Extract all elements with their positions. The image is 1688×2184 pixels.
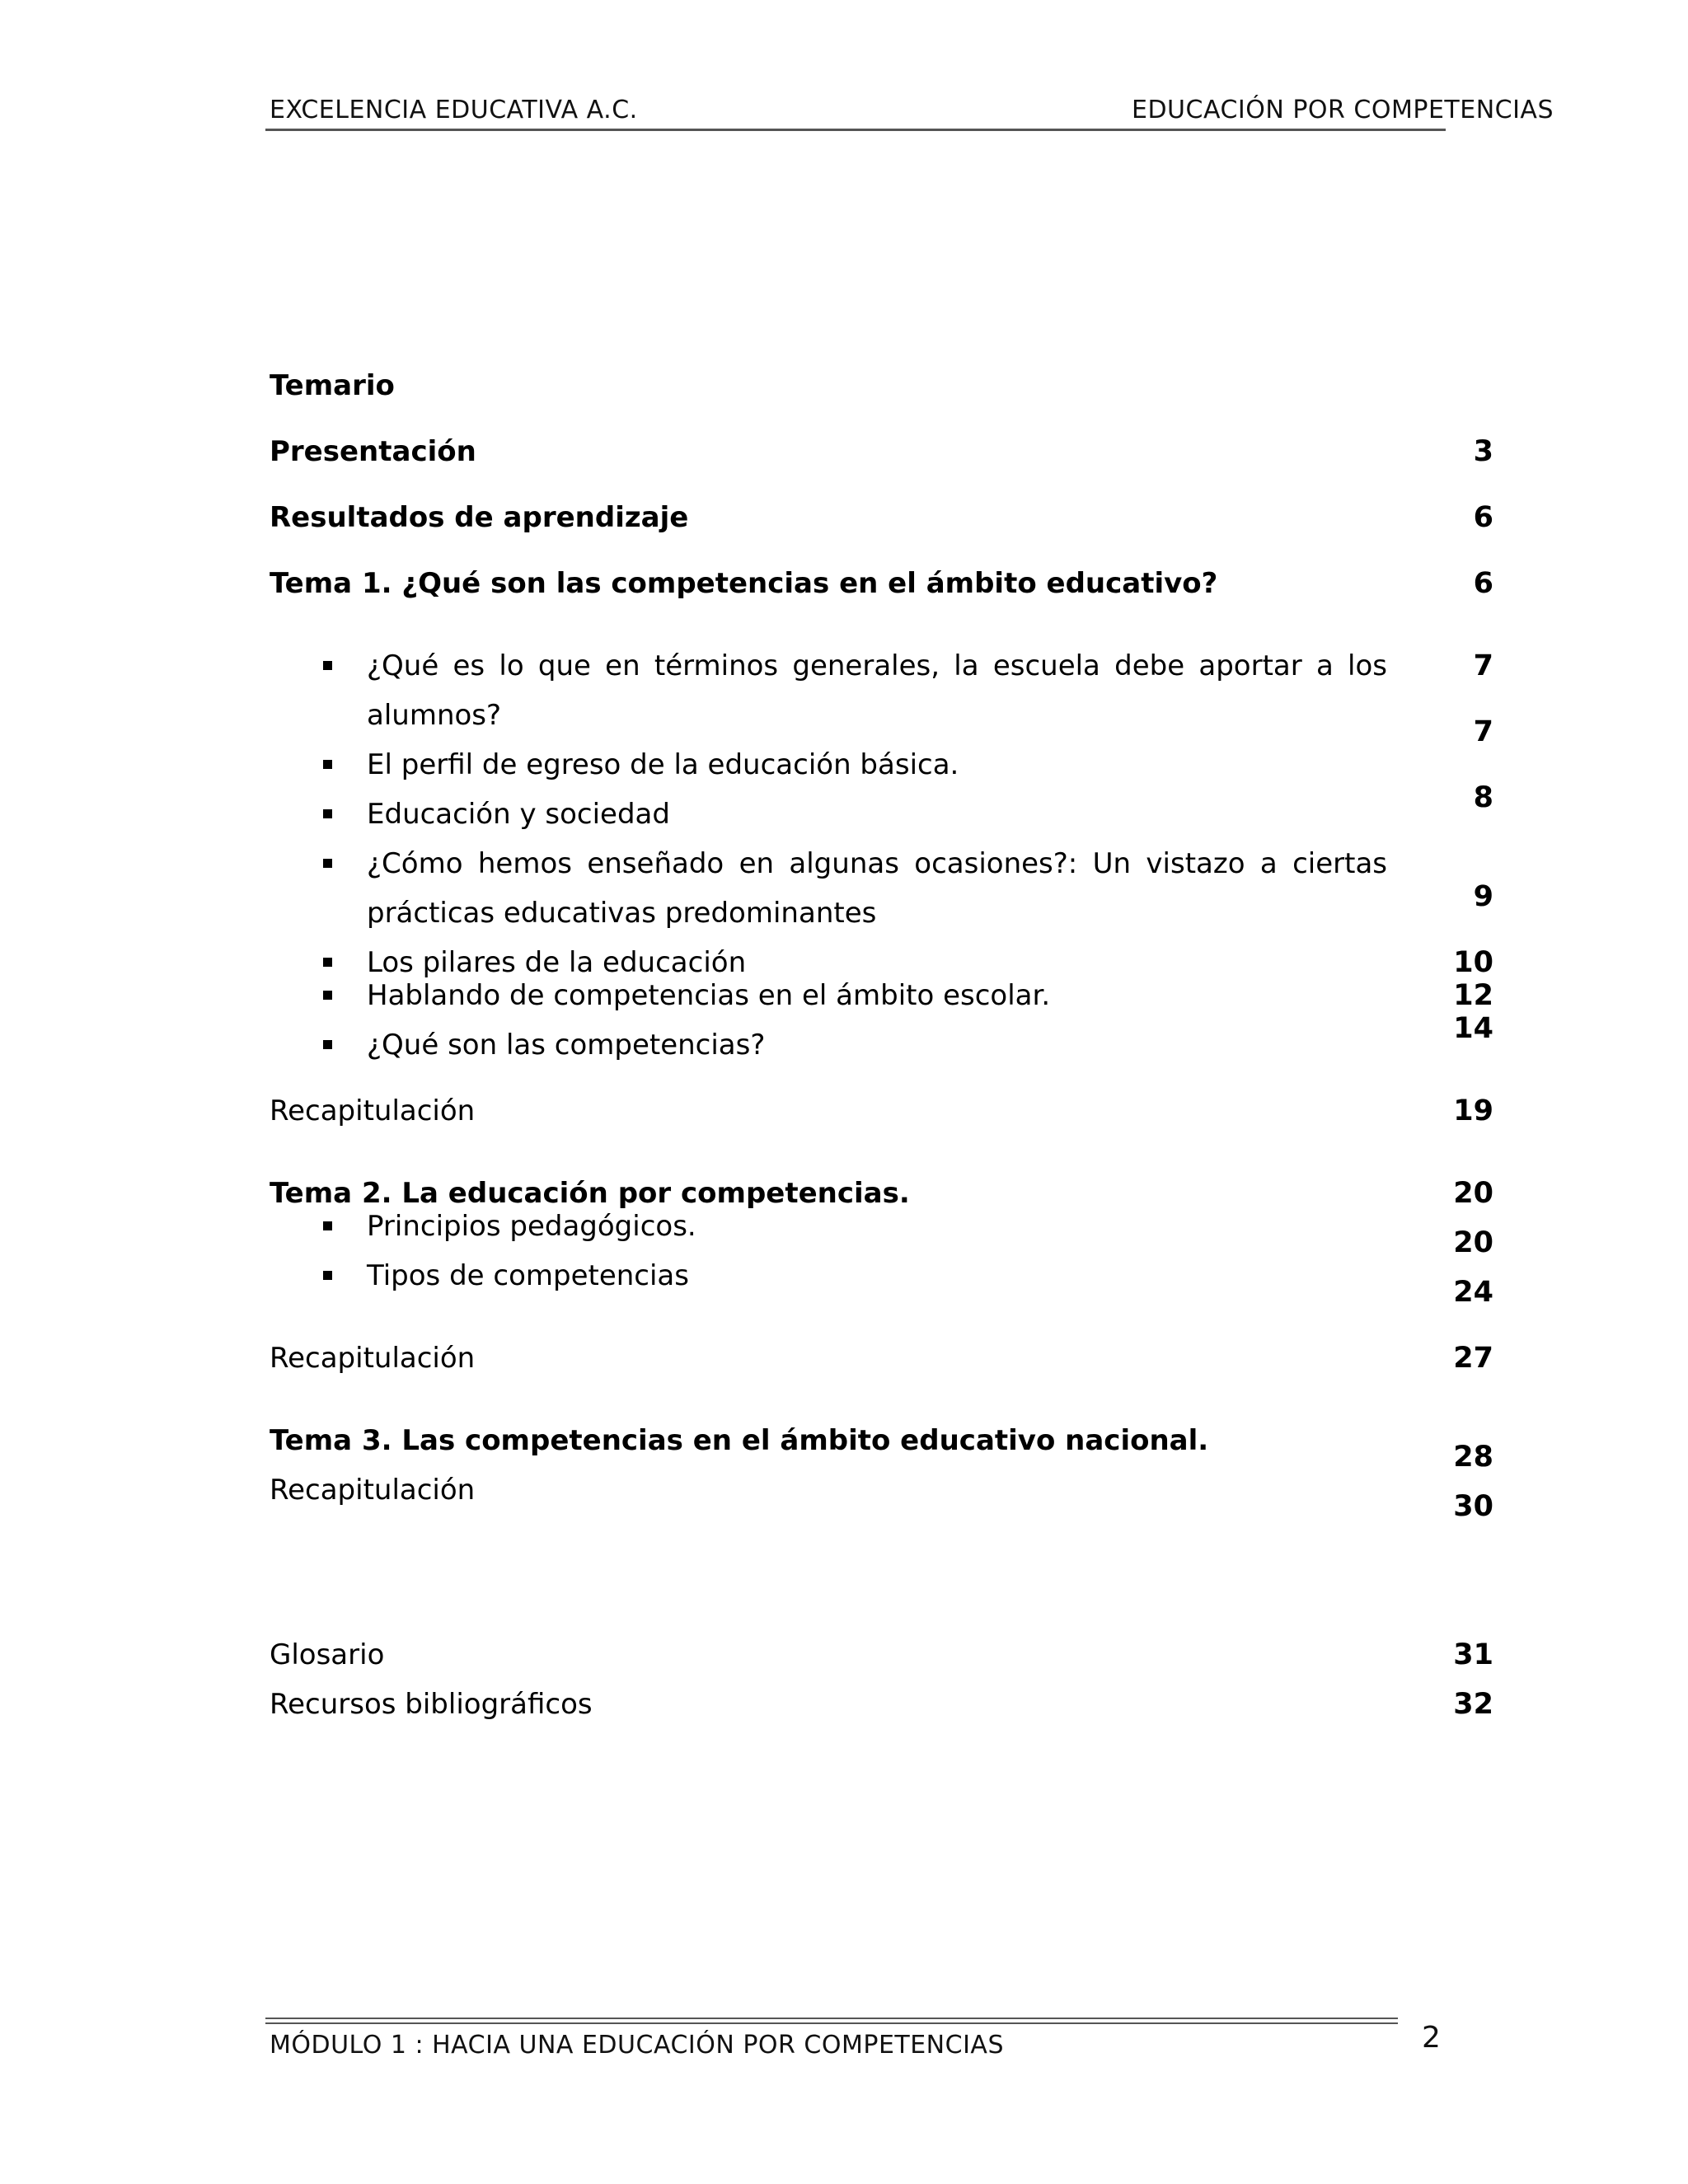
page-number: 2	[1422, 2021, 1441, 2055]
bullet-icon	[323, 760, 332, 769]
toc-tema1-item-3-label: Educación y sociedad	[367, 798, 670, 831]
toc-tema3-page: 28	[1453, 1441, 1493, 1474]
bullet-icon	[323, 1221, 332, 1230]
toc-tema1-item-4-page: 9	[1473, 880, 1493, 913]
toc-tema1-item-3-page: 8	[1473, 781, 1493, 814]
toc-tema2-page: 20	[1453, 1177, 1493, 1210]
footer-rule-bottom	[265, 2022, 1398, 2024]
header-rule	[265, 129, 1446, 131]
toc-tema3-label: Tema 3. Las competencias en el ámbito educativo nacional.	[270, 1424, 1209, 1457]
toc-tema1-item-6-page: 12	[1453, 979, 1493, 1012]
toc-presentacion-page: 3	[1473, 435, 1493, 468]
toc-tema1-item-1-line2: alumnos?	[367, 699, 502, 732]
toc-title: Temario	[270, 369, 395, 402]
toc-tema1-item-4-line2: prácticas educativas predominantes	[367, 897, 877, 930]
bullet-icon	[323, 809, 332, 818]
toc-tema2-item-2-label: Tipos de competencias	[367, 1259, 689, 1292]
toc-tema2-recap-label: Recapitulación	[270, 1342, 476, 1375]
bullet-icon	[323, 859, 332, 868]
toc-tema3-recap-page: 30	[1453, 1490, 1493, 1523]
toc-glosario-label: Glosario	[270, 1638, 385, 1671]
toc-tema2-item-1-label: Principios pedagógicos.	[367, 1210, 696, 1243]
toc-tema1-item-5-page: 10	[1453, 946, 1493, 979]
toc-tema1-item-2-label: El perfil de egreso de la educación básica.	[367, 748, 959, 781]
bullet-icon	[323, 1040, 332, 1049]
toc-presentacion-label: Presentación	[270, 435, 476, 468]
bullet-icon	[323, 1271, 332, 1280]
toc-tema2-recap-page: 27	[1453, 1342, 1493, 1375]
footer-rule-top	[265, 2018, 1398, 2019]
header-left: EXCELENCIA EDUCATIVA A.C.	[270, 96, 638, 124]
toc-recursos-label: Recursos bibliográficos	[270, 1688, 593, 1721]
toc-tema1-item-4-line1: ¿Cómo hemos enseñado en algunas ocasiones?: Un vistazo a ciertas	[367, 847, 1387, 880]
toc-resultados-label: Resultados de aprendizaje	[270, 501, 689, 534]
toc-tema1-recap-label: Recapitulación	[270, 1094, 476, 1127]
toc-tema1-recap-page: 19	[1453, 1094, 1493, 1127]
toc-tema1-item-1-page: 7	[1473, 649, 1493, 682]
toc-tema2-item-1-page: 20	[1453, 1226, 1493, 1259]
bullet-icon	[323, 958, 332, 967]
toc-tema1-item-7-page: 14	[1453, 1012, 1493, 1045]
toc-tema1-item-1-line1: ¿Qué es lo que en términos generales, la escuela debe aportar a los	[367, 649, 1387, 682]
bullet-icon	[323, 661, 332, 670]
toc-tema3-recap-label: Recapitulación	[270, 1474, 476, 1507]
toc-resultados-page: 6	[1473, 501, 1493, 534]
footer-module: MÓDULO 1 : HACIA UNA EDUCACIÓN POR COMPETENCIAS	[270, 2031, 1004, 2060]
toc-tema1-item-6-label: Hablando de competencias en el ámbito escolar.	[367, 979, 1051, 1012]
toc-tema2-item-2-page: 24	[1453, 1276, 1493, 1309]
toc-recursos-page: 32	[1453, 1688, 1493, 1721]
toc-tema1-item-7-label: ¿Qué son las competencias?	[367, 1029, 766, 1062]
toc-tema2-label: Tema 2. La educación por competencias.	[270, 1177, 910, 1210]
bullet-icon	[323, 991, 332, 1000]
toc-tema1-item-5-label: Los pilares de la educación	[367, 946, 747, 979]
header-right: EDUCACIÓN POR COMPETENCIAS	[1132, 96, 1554, 124]
toc-tema1-page: 6	[1473, 567, 1493, 600]
toc-glosario-page: 31	[1453, 1638, 1493, 1671]
toc-tema1-item-2-page: 7	[1473, 715, 1493, 748]
toc-tema1-label: Tema 1. ¿Qué son las competencias en el ámbito educativo?	[270, 567, 1218, 600]
